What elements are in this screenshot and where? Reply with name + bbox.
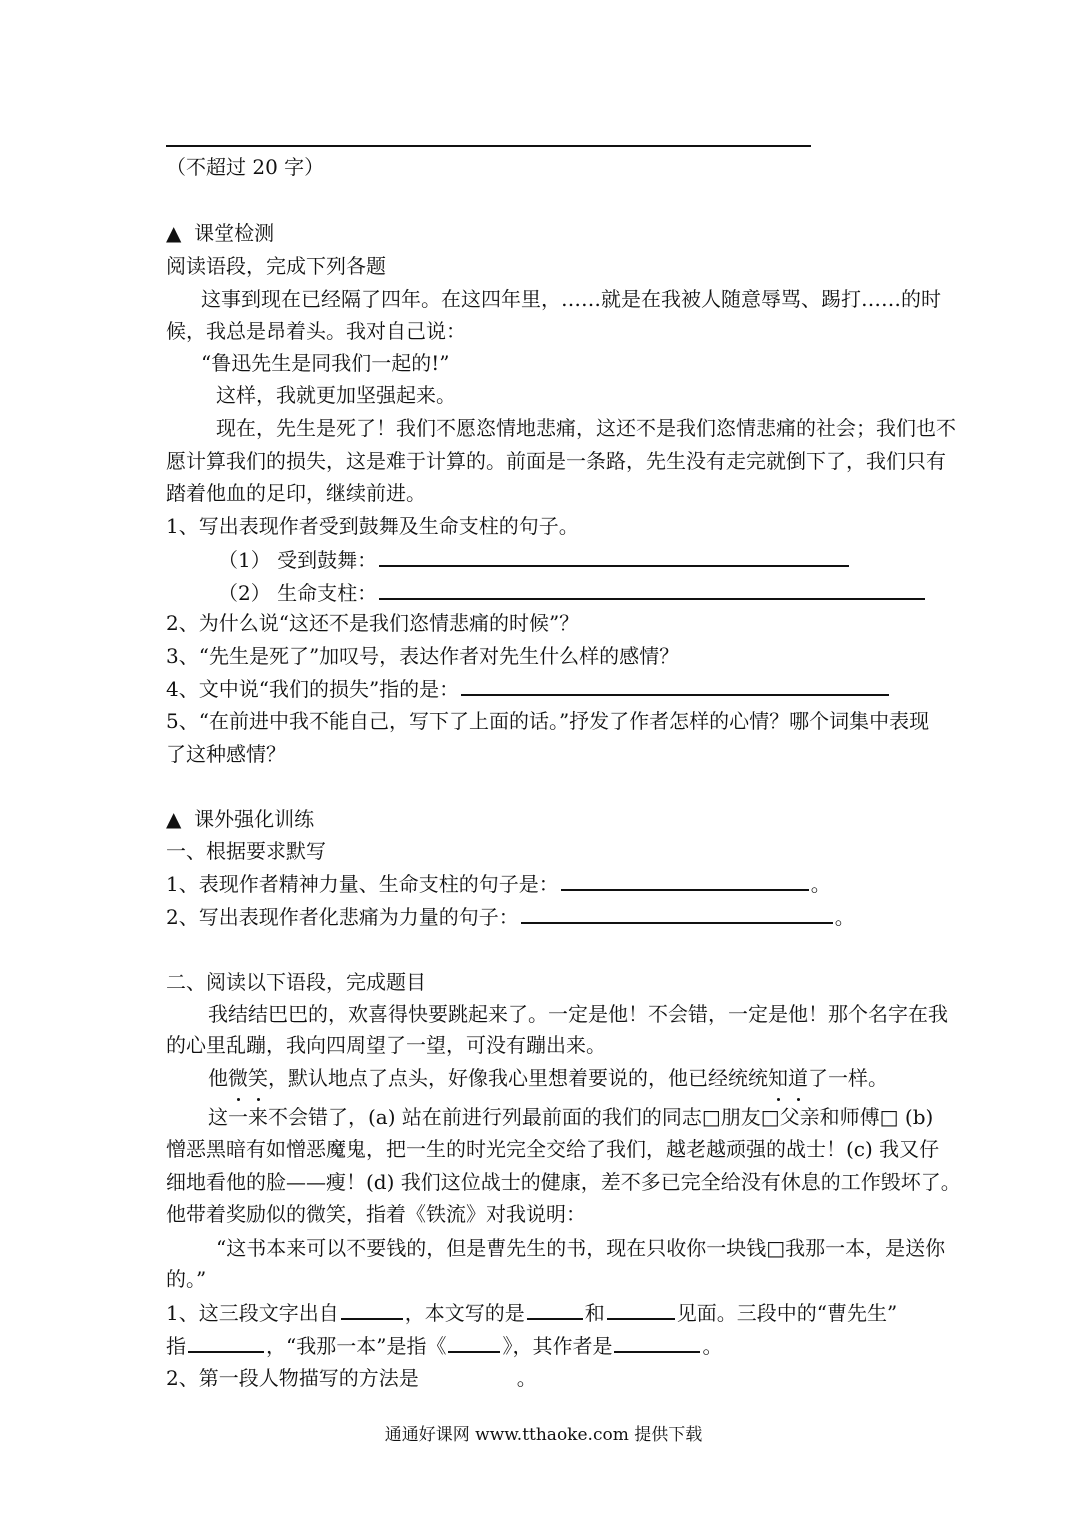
emphasis-char: 微 <box>228 1063 248 1093</box>
question-3: 3、“先生是死了”加叹号，表达作者对先生什么样的感情？ <box>166 644 680 668</box>
emphasis-char: 笑 <box>248 1063 268 1093</box>
answer-blank[interactable] <box>379 545 849 567</box>
instruction: 阅读语段，完成下列各题 <box>166 254 386 278</box>
question-1b <box>218 578 927 608</box>
text: 2、第一段人物描写的方法是 <box>166 1366 419 1390</box>
reading-line: 憎恶黑暗有如憎恶魔鬼，把一生的时光完全交给了我们，越老越顽强的战士！(c) 我又仔 <box>166 1137 940 1161</box>
section-title: 课堂检测 <box>194 221 275 245</box>
question-label: 1、表现作者精神力量、生命支柱的句子是： <box>166 872 559 896</box>
answer-blank[interactable] <box>527 1298 583 1320</box>
dictation-question-1 <box>166 869 831 899</box>
answer-blank[interactable] <box>461 674 889 696</box>
answer-space[interactable] <box>419 1365 517 1385</box>
text: 他 <box>208 1066 228 1090</box>
emphasis-char: 知 <box>768 1063 788 1093</box>
blank-question-1-cont <box>166 1331 722 1361</box>
reading-line: 细地看他的脸——瘦！(d) 我们这位战士的健康，差不多已完全给没有休息的工作毁坏了。 <box>166 1170 961 1194</box>
answer-blank[interactable] <box>561 869 809 891</box>
answer-blank[interactable] <box>448 1331 500 1353</box>
passage-line: 候，我总是昂着头。我对自己说： <box>166 319 466 343</box>
question-1: 1、写出表现作者受到鼓舞及生命支柱的句子。 <box>166 514 579 538</box>
text: 1、这三段文字出自 <box>166 1301 339 1325</box>
reading-line: 的心里乱蹦，我向四周望了一望，可没有蹦出来。 <box>166 1033 606 1057</box>
part-title: 一、根据要求默写 <box>166 839 326 863</box>
answer-blank[interactable] <box>607 1298 675 1320</box>
emphasis-char: 道 <box>788 1063 808 1093</box>
part-title: 二、阅读以下语段，完成题目 <box>166 970 426 994</box>
answer-blank[interactable] <box>521 902 833 924</box>
reading-line: 的。” <box>166 1267 207 1291</box>
text: 指 <box>166 1334 186 1358</box>
question-2: 2、为什么说“这还不是我们恣情悲痛的时候”？ <box>166 611 580 635</box>
text: 。 <box>516 1366 537 1390</box>
passage-line: 这样，我就更加坚强起来。 <box>216 383 456 407</box>
text: 了一样。 <box>808 1066 888 1090</box>
answer-blank[interactable] <box>188 1331 264 1353</box>
text: ，默认地点了点头，好像我心里想着要说的，他已经统统 <box>268 1066 768 1090</box>
reading-line: 他带着奖励似的微笑，指着《铁流》对我说明： <box>166 1202 586 1226</box>
passage-line: 现在，先生是死了！我们不愿恣情地悲痛，这还不是我们恣情悲痛的社会；我们也不 <box>216 416 956 440</box>
section-heading-extracurricular <box>166 804 314 834</box>
question-label: 2、写出表现作者化悲痛为力量的句子： <box>166 905 519 929</box>
question-4 <box>166 674 891 704</box>
passage-line: “鲁迅先生是同我们一起的!” <box>201 351 450 375</box>
text: ，“我那一本”是指《 <box>266 1334 447 1358</box>
passage-line: 愿计算我们的损失，这是难于计算的。前面是一条路，先生没有走完就倒下了，我们只有 <box>166 449 946 473</box>
reading-line: 这一来不会错了，(a) 站在前进行列最前面的我们的同志□朋友□父亲和师傅□ (b) <box>208 1105 934 1129</box>
reading-line: 我结结巴巴的，欢喜得快要跳起来了。一定是他！不会错，一定是他！那个名字在我 <box>208 1002 948 1026</box>
question-5: 了这种感情？ <box>166 742 286 766</box>
dictation-question-2 <box>166 902 855 932</box>
reading-line: “这书本来可以不要钱的，但是曹先生的书，现在只收你一块钱□我那一本，是送你 <box>216 1236 946 1260</box>
passage-line: 踏着他血的足印，继续前进。 <box>166 481 426 505</box>
blank-question-2 <box>166 1363 537 1393</box>
section-title: 课外强化训练 <box>194 807 315 831</box>
answer-line-top <box>166 145 811 147</box>
triangle-icon: ▲ <box>166 807 182 831</box>
answer-blank[interactable] <box>614 1331 700 1353</box>
period: 。 <box>810 872 831 896</box>
question-1a-label: （1） 受到鼓舞： <box>218 548 378 572</box>
text: 》，其作者是 <box>502 1334 613 1358</box>
passage-line: 这事到现在已经隔了四年。在这四年里，……就是在我被人随意辱骂、踢打……的时 <box>201 287 941 311</box>
text: 和 <box>584 1301 605 1325</box>
answer-blank[interactable] <box>341 1298 403 1320</box>
text: 。 <box>702 1334 723 1358</box>
period: 。 <box>834 905 855 929</box>
answer-blank[interactable] <box>379 578 925 600</box>
reading-line <box>208 1063 888 1093</box>
section-heading-classroom-test <box>166 218 274 248</box>
text: 见面。三段中的“曹先生” <box>676 1301 898 1325</box>
question-4-label: 4、文中说“我们的损失”指的是： <box>166 677 460 701</box>
question-5: 5、“在前进中我不能自己，写下了上面的话。”抒发了作者怎样的心情？哪个词集中表现 <box>166 709 930 733</box>
question-1a <box>218 545 851 575</box>
triangle-icon: ▲ <box>166 221 182 245</box>
question-1b-label: （2） 生命支柱： <box>218 581 378 605</box>
blank-question-1 <box>166 1298 897 1328</box>
text: ，本文写的是 <box>404 1301 525 1325</box>
word-limit-note: （不超过 20 字） <box>166 155 325 179</box>
footer-source: 通通好课网 www.tthaoke.com 提供下载 <box>384 1425 703 1445</box>
